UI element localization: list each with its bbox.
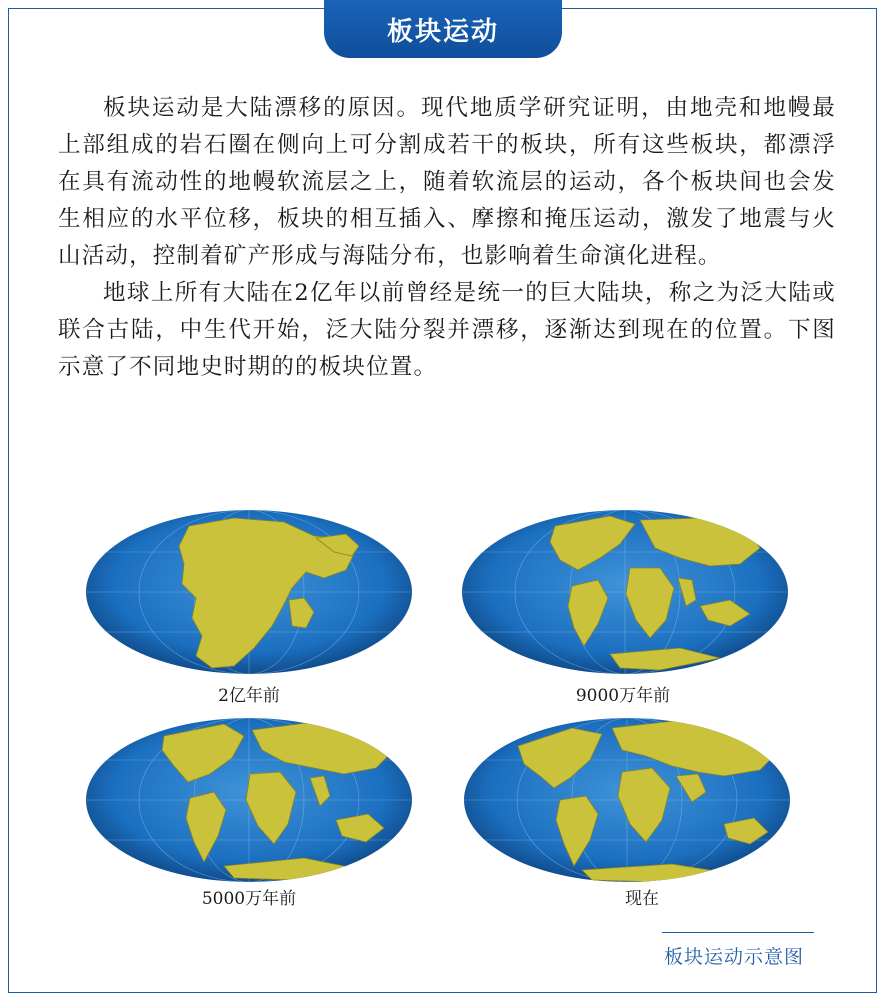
map-present-day (462, 716, 792, 884)
paragraph-2: 地球上所有大陆在2亿年以前曾经是统一的巨大陆块，称之为泛大陆或联合古陆，中生代开始，泛大陆分裂并漂移，逐渐达到现在的位置。下图示意了不同地史时期的的板块位置。 (58, 280, 836, 380)
body-text (58, 90, 836, 386)
map-caption-2: 9000万年前 (575, 686, 671, 706)
page-title: 板块运动 (386, 16, 499, 47)
map-200-million-years-ago (84, 508, 414, 676)
figure-caption: 板块运动示意图 (664, 946, 805, 968)
paragraph-1: 板块运动是大陆漂移的原因。现代地质学研究证明，由地壳和地幔最上部组成的岩石圈在侧向上可分割成若干的板块，所有这些板块，都漂浮在具有流动性的地幔软流层之上，随着软流层的运动，各个板块间也会发生相应的水平位移，板块的相互插入、摩擦和掩压运动，激发了地震与火山活动，控制着矿产形成与海陆分布，也影响着生命演化进程。 (58, 95, 836, 269)
map-50-million-years-ago (84, 716, 414, 884)
map-caption-4: 现在 (625, 889, 659, 909)
title-tab (324, 0, 562, 58)
map-caption-3: 5000万年前 (201, 889, 297, 909)
figure-caption-rule (662, 932, 814, 933)
map-90-million-years-ago (460, 508, 790, 676)
map-caption-1: 2亿年前 (218, 686, 280, 706)
